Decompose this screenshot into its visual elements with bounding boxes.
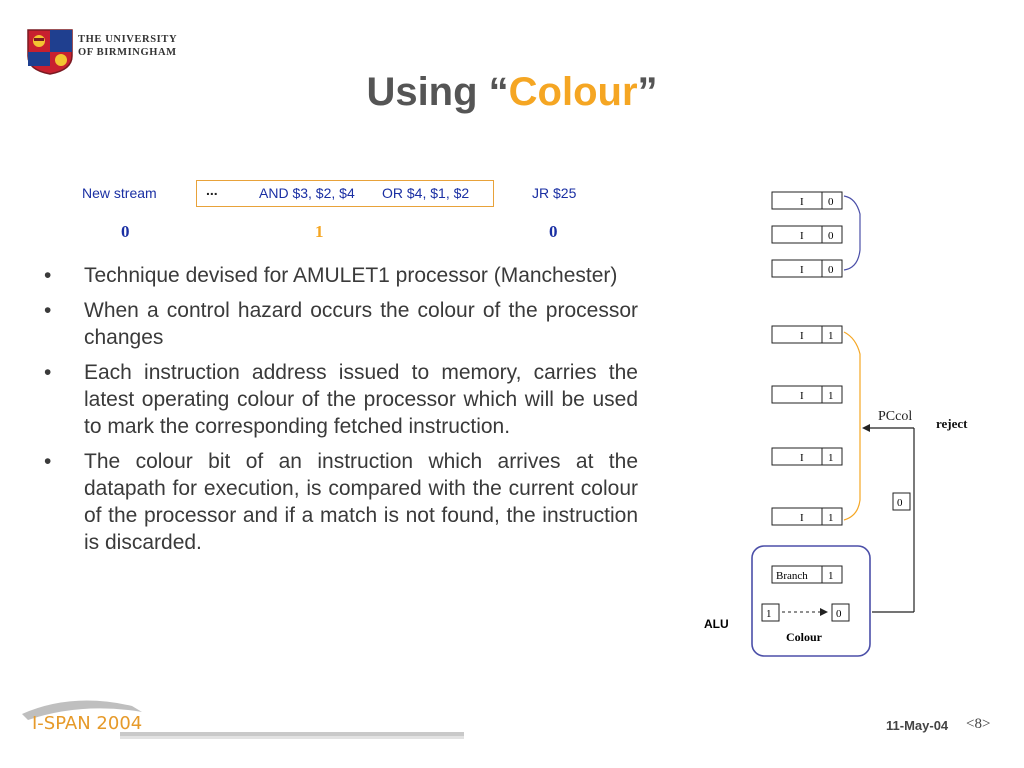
instr-row-1 (772, 226, 842, 243)
jr-instruction: JR $25 (532, 185, 577, 201)
instr-colour: 1 (828, 390, 834, 402)
instr-colour: 1 (828, 330, 834, 342)
title-prefix: Using “ (366, 70, 509, 114)
instr-colour: 0 (828, 264, 834, 276)
new-stream-label: New stream (82, 185, 157, 201)
university-line1: THE UNIVERSITY (78, 34, 178, 45)
instr-row-2 (772, 260, 842, 277)
instr-row-5 (772, 448, 842, 465)
bullet-list (44, 262, 638, 564)
reject-label: reject (936, 416, 968, 431)
colour-pipeline-diagram (660, 180, 1010, 680)
instr-row-0 (772, 192, 842, 209)
pccol-label: PCcol (878, 409, 913, 424)
colour-in-value: 1 (766, 608, 772, 620)
instr-label: I (800, 452, 804, 464)
bullet-text: Each instruction address issued to memory, carries the latest operating colour of the processor which will be used to mark the corresponding fetched instruction. (84, 361, 638, 438)
instr-label: I (800, 230, 804, 242)
page-number: <8> (966, 716, 991, 732)
stream-ellipsis: ... (206, 182, 218, 198)
instr-label: I (800, 390, 804, 402)
instr-colour: 1 (828, 512, 834, 524)
university-name (78, 33, 177, 59)
blue-group-brace (844, 196, 860, 270)
instr-label: I (800, 264, 804, 276)
instr-row-3 (772, 326, 842, 343)
instr-colour: 1 (828, 452, 834, 464)
instr-colour: 0 (828, 230, 834, 242)
or-instruction: OR $4, $1, $2 (382, 185, 470, 201)
alu-label: ALU (704, 617, 729, 631)
colour-out-value: 0 (836, 608, 842, 620)
bullet-item: • The colour bit of an instruction which arrives at the datapath for execution, is compared with the current colour of the processor and if a match is not found, the instruction is discarded. (44, 450, 638, 554)
title-suffix: ” (637, 70, 658, 114)
branch-colour: 1 (828, 570, 834, 582)
slide-title (0, 70, 1024, 115)
title-accent: Colour (508, 70, 638, 114)
bullet-text: Technique devised for AMULET1 processor (Manchester) (84, 264, 618, 287)
instr-row-4 (772, 386, 842, 403)
instr-label: I (800, 330, 804, 342)
bullet-item: • Each instruction address issued to memory, carries the latest operating colour of the processor which will be used to mark the corresponding fetched instruction. (44, 361, 638, 438)
instr-colour: 0 (828, 196, 834, 208)
branch-label: Branch (776, 570, 808, 582)
pc-colour-value: 0 (897, 497, 903, 509)
stream-colour-2: 0 (549, 222, 558, 241)
bullet-text: When a control hazard occurs the colour of the processor changes (84, 299, 638, 349)
bullet-text: The colour bit of an instruction which arrives at the datapath for execution, is compared with the current colour of the processor and if a match is not found, the instruction is discarded. (84, 450, 638, 554)
instr-label: I (800, 196, 804, 208)
stream-colour-0: 0 (121, 222, 130, 241)
ispan-brand: I-SPAN 2004 (32, 713, 143, 734)
university-line2: OF BIRMINGHAM (78, 47, 177, 58)
instr-row-6 (772, 508, 842, 525)
stream-colour-1: 1 (315, 222, 324, 241)
footer-date: 11-May-04 (886, 718, 949, 733)
instr-label: I (800, 512, 804, 524)
bullet-item: • When a control hazard occurs the colour of the processor changes (44, 299, 638, 349)
and-instruction: AND $3, $2, $4 (259, 185, 355, 201)
ispan-footer-logo (12, 690, 482, 750)
bullet-item: • Technique devised for AMULET1 processor (Manchester) (44, 264, 618, 287)
colour-label: Colour (786, 630, 822, 644)
orange-group-brace (844, 332, 860, 520)
